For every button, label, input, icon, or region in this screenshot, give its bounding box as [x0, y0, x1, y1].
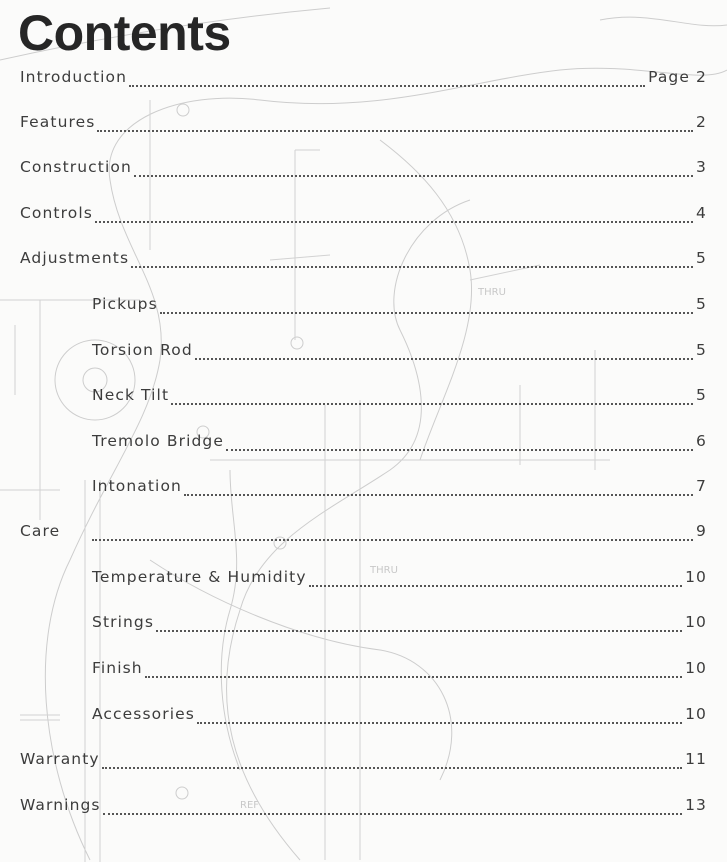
toc-page-number: 11 [685, 750, 707, 768]
toc-page-number: 6 [696, 432, 707, 450]
toc-entry-label: Neck Tilt [92, 386, 170, 404]
toc-entry-label: Torsion Rod [92, 341, 193, 359]
toc-page-number: 3 [696, 158, 707, 176]
toc-entry-label: Finish [92, 659, 143, 677]
toc-entry-care[interactable] [20, 522, 707, 546]
toc-dot-leader [95, 209, 693, 223]
toc-entry-label: Strings [92, 613, 155, 631]
toc-entry-warnings[interactable] [20, 796, 707, 820]
toc-entry-torsion-rod[interactable] [92, 341, 707, 365]
toc-page-number: 5 [696, 295, 707, 313]
toc-entry-label: Warranty [20, 750, 100, 768]
toc-entry-accessories[interactable] [92, 705, 707, 729]
toc-dot-leader [129, 73, 645, 87]
toc-entry-introduction[interactable] [20, 68, 707, 92]
bg-label-b: THRU [370, 565, 398, 576]
toc-entry-intonation[interactable] [92, 477, 707, 501]
toc-page-number: 9 [696, 522, 707, 540]
toc-dot-leader [145, 664, 682, 678]
toc-entry-controls[interactable] [20, 204, 707, 228]
toc-page-number: 5 [696, 249, 707, 267]
toc-entry-label: Introduction [20, 68, 128, 86]
toc-page-number: 5 [696, 341, 707, 359]
toc-page-number: 2 [696, 113, 707, 131]
toc-entry-label: Pickups [92, 295, 158, 313]
toc-entry-adjustments[interactable] [20, 249, 707, 273]
toc-entry-finish[interactable] [92, 659, 707, 683]
toc-entry-label: Warnings [20, 796, 101, 814]
toc-dot-leader [160, 300, 693, 314]
toc-page-number: Page 2 [648, 68, 707, 86]
toc-entry-strings[interactable] [92, 613, 707, 637]
toc-dot-leader [184, 482, 693, 496]
toc-entry-label: Controls [20, 204, 93, 222]
toc-page-number: 5 [696, 386, 707, 404]
toc-entry-label: Accessories [92, 705, 195, 723]
toc-page-number: 10 [685, 568, 707, 586]
toc-page-number: 13 [685, 796, 707, 814]
toc-entry-label: Features [20, 113, 96, 131]
toc-entry-label: Tremolo Bridge [92, 432, 224, 450]
toc-dot-leader [103, 801, 682, 815]
toc-dot-leader [131, 254, 693, 268]
toc-dot-leader [195, 346, 693, 360]
toc-dot-leader [156, 618, 682, 632]
bg-label-c: REF [240, 800, 260, 811]
bg-top-right-curve [600, 17, 727, 26]
toc-dot-leader [226, 437, 693, 451]
toc-entry-label: Adjustments [20, 249, 130, 267]
toc-page-number: 10 [685, 613, 707, 631]
toc-dot-leader [197, 710, 682, 724]
toc-page-number: 4 [696, 204, 707, 222]
toc-dot-leader [92, 527, 693, 541]
toc-entry-pickups[interactable] [92, 295, 707, 319]
bg-body-outline [45, 68, 727, 860]
toc-page-number: 10 [685, 659, 707, 677]
toc-dot-leader [171, 391, 693, 405]
toc-dot-leader [134, 163, 693, 177]
toc-entry-tremolo-bridge[interactable] [92, 432, 707, 456]
toc-entry-features[interactable] [20, 113, 707, 137]
toc-page-number: 7 [696, 477, 707, 495]
page-title: Contents [18, 5, 231, 61]
toc-page-number: 10 [685, 705, 707, 723]
toc-entry-construction[interactable] [20, 158, 707, 182]
toc-entry-warranty[interactable] [20, 750, 707, 774]
toc-dot-leader [309, 573, 682, 587]
toc-dot-leader [102, 755, 682, 769]
toc-entry-temperature-humidity[interactable] [92, 568, 707, 592]
toc-entry-neck-tilt[interactable] [92, 386, 707, 410]
toc-entry-label: Care [20, 522, 61, 540]
toc-dot-leader [97, 118, 693, 132]
bg-label-a: THRU [478, 287, 506, 298]
toc-entry-label: Construction [20, 158, 132, 176]
toc-entry-label: Temperature & Humidity [92, 568, 307, 586]
toc-entry-label: Intonation [92, 477, 182, 495]
